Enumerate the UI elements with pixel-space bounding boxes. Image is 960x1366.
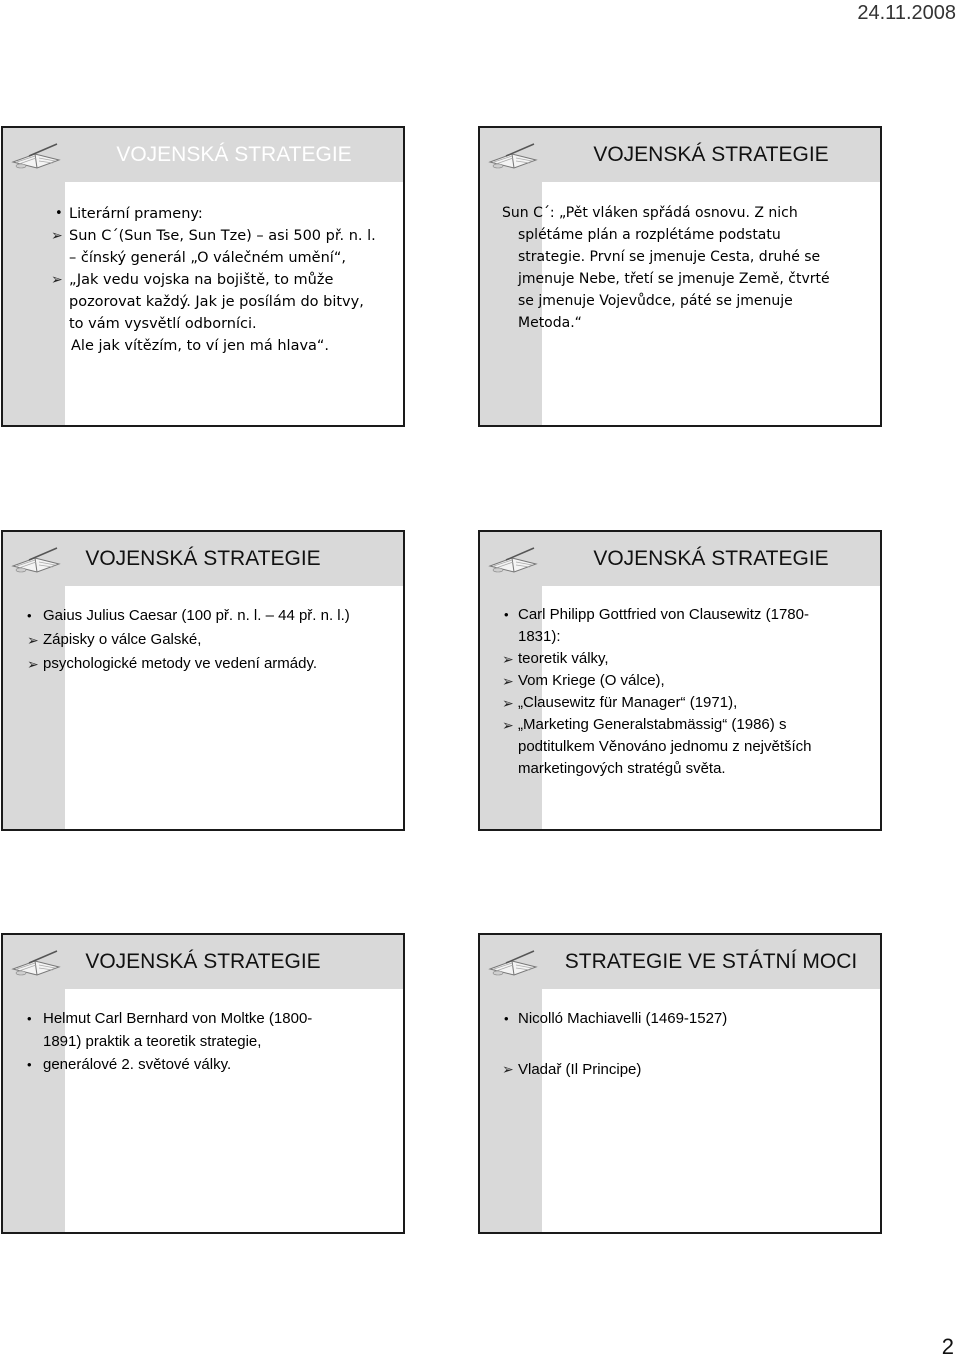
slide-title: STRATEGIE VE STÁTNÍ MOCI [564,950,858,973]
list-item: podtitulkem Věnováno jednomu z největších [518,738,812,755]
slide-3 [1,530,405,831]
slide-4 [478,530,882,831]
bullet-icon: • [27,1057,32,1072]
arrow-bullet-icon: ➢ [51,272,63,288]
slide-5 [1,933,405,1234]
bullet-icon: • [55,206,63,221]
list-item: ➢ Vom Kriege (O válce), [480,670,870,692]
arrow-bullet-icon: ➢ [502,1061,514,1077]
list-item: ➢ Zápisky o válce Galské, [3,628,393,652]
list-item: marketingových stratégů světa. [518,760,726,777]
slide-title: VOJENSKÁ STRATEGIE [116,143,352,166]
slide-title: VOJENSKÁ STRATEGIE [593,143,829,166]
bullet-icon: • [27,608,32,623]
slide-content [3,203,393,357]
slide-content [480,1007,870,1081]
slide-title: VOJENSKÁ STRATEGIE [85,547,321,570]
slide-content [3,604,393,676]
spacer [480,1030,870,1058]
book-quill-logo-icon [486,142,540,170]
list-item: Ale jak vítězím, to ví jen má hlava“. [71,338,330,354]
slide-6 [478,933,882,1234]
book-quill-logo-icon [9,142,63,170]
slide-1 [1,126,405,427]
list-item: • Gaius Julius Caesar (100 př. n. l. – 44 př. n. l.) [3,604,393,628]
list-item: • Nicolló Machiavelli (1469-1527) [480,1007,870,1030]
slide-title: VOJENSKÁ STRATEGIE [593,547,829,570]
list-item: to vám vysvětlí odborníci. [69,316,257,332]
list-item: jmenuje Nebe, třetí se jmenuje Země, čtvrté [518,271,830,287]
list-item: Metoda.“ [518,315,582,331]
list-item: ➢ psychologické metody ve vedení armády. [3,652,393,676]
bullet-icon: • [504,1011,509,1026]
list-item: ➢ Vladař (Il Principe) [480,1058,870,1081]
list-item: strategie. První se jmenuje Cesta, druhé se [518,249,821,265]
bullet-icon: • [504,607,509,622]
arrow-bullet-icon: ➢ [51,228,63,244]
list-item: Sun C´: „Pět vláken spřádá osnovu. Z nich [502,205,798,221]
book-quill-logo-icon [486,546,540,574]
list-item: – čínský generál „O válečném umění“, [69,250,346,266]
slide-content [3,1007,393,1076]
list-item: splétáme plán a rozplétáme podstatu [518,227,781,243]
arrow-bullet-icon: ➢ [502,695,514,711]
list-item: ➢ Sun C´(Sun Tse, Sun Tze) – asi 500 př. n. l. [3,225,393,247]
arrow-bullet-icon: ➢ [502,717,514,733]
page-date: 24.11.2008 [857,2,956,24]
list-item: se jmenuje Vojevůdce, páté se jmenuje [518,293,793,309]
arrow-bullet-icon: ➢ [502,651,514,667]
arrow-bullet-icon: ➢ [502,673,514,689]
book-quill-logo-icon [486,949,540,977]
list-item: pozorovat každý. Jak je posílám do bitvy, [69,294,364,310]
list-item: • generálové 2. světové války. [3,1053,393,1076]
slide-content [480,202,870,334]
list-item: ➢ „Jak vedu vojska na bojiště, to může [3,269,393,291]
list-item: • Helmut Carl Bernhard von Moltke (1800- [3,1007,393,1030]
list-item: • Carl Philipp Gottfried von Clausewitz (1780- [480,604,870,626]
list-item: ➢ „Marketing Generalstabmässig“ (1986) s [480,714,870,736]
list-item: • Literární prameny: [3,203,393,225]
page-number: 2 [941,1334,954,1359]
list-item: 1891) praktik a teoretik strategie, [43,1033,262,1050]
slide-title: VOJENSKÁ STRATEGIE [85,950,321,973]
slide-2 [478,126,882,427]
bullet-icon: • [27,1011,32,1026]
list-item: ➢ teoretik války, [480,648,870,670]
list-item: ➢ „Clausewitz für Manager“ (1971), [480,692,870,714]
arrow-bullet-icon: ➢ [27,632,39,648]
list-item: 1831): [518,628,561,645]
slide-content [480,604,870,780]
arrow-bullet-icon: ➢ [27,656,39,672]
